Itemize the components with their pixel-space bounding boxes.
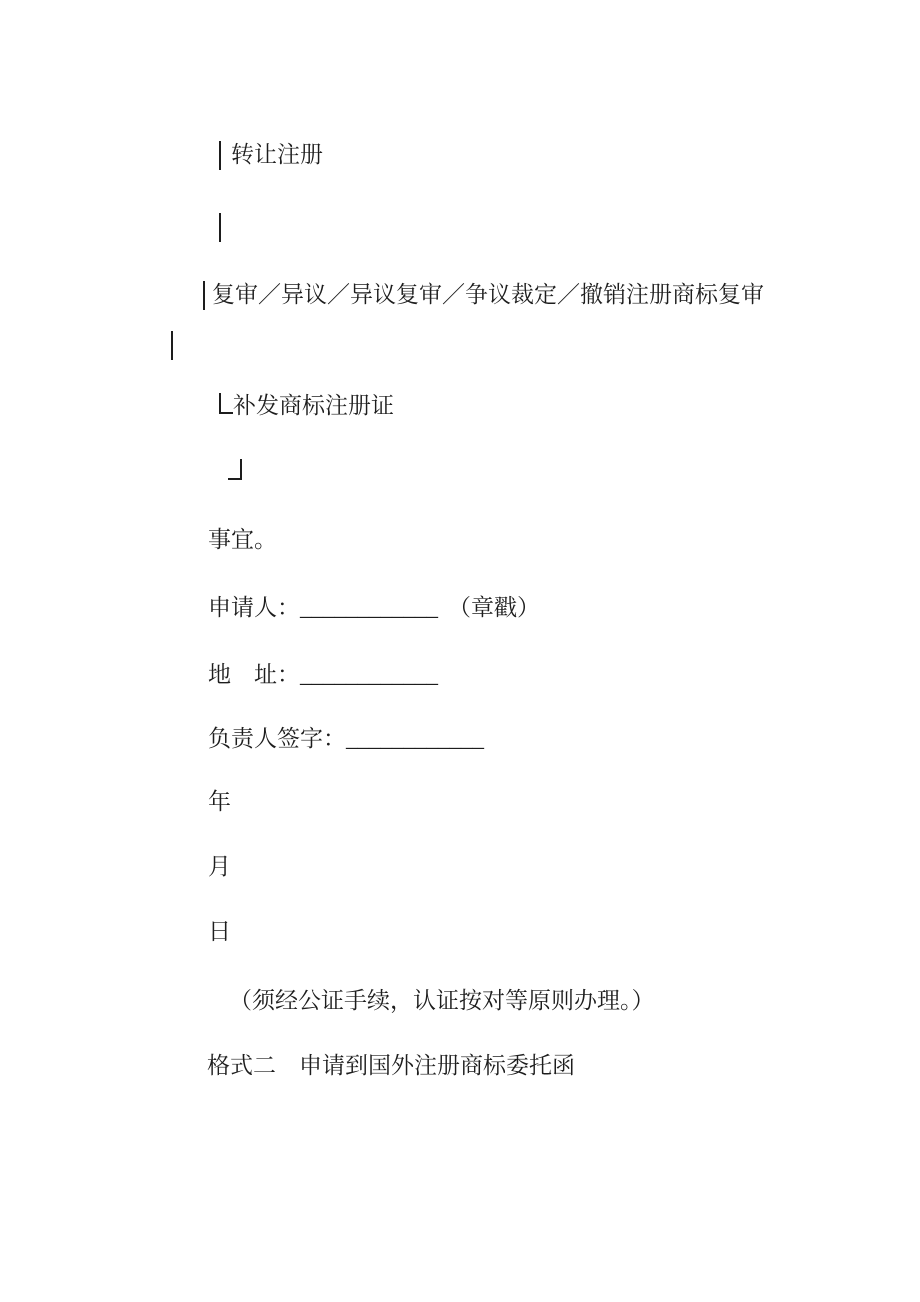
- closing-text: 事宜。: [208, 527, 277, 552]
- section-heading: [184, 1024, 575, 1108]
- notary-note-text: （须经公证手续，认证按对等原则办理。）: [229, 988, 655, 1013]
- field-label: 申请人：: [208, 595, 300, 620]
- tree-option-label: 转让注册: [231, 142, 323, 167]
- vertical-bar-icon: [219, 213, 221, 242]
- blank-underline: ____________: [346, 726, 484, 751]
- vertical-bar-icon: [171, 331, 173, 360]
- section-heading-text: 格式二 申请到国外注册商标委托函: [207, 1053, 575, 1078]
- month-label: 月: [208, 854, 231, 879]
- field-label: 负责人签字：: [208, 726, 346, 751]
- tree-option-label: 复审／异议／异议复审／争议裁定／撤销注册商标复审: [212, 282, 764, 307]
- vertical-bar-icon: [203, 281, 205, 310]
- tree-option-label: 补发商标注册证: [233, 393, 394, 418]
- tree-line-bar-left: [148, 303, 173, 388]
- blank-underline: ____________: [300, 595, 438, 620]
- corner-bottom-right-icon: [228, 459, 242, 480]
- year-label: 年: [208, 789, 231, 814]
- blank-underline: ____________: [300, 662, 438, 687]
- day-label: 日: [208, 919, 231, 944]
- corner-bottom-left-icon: [219, 393, 233, 414]
- vertical-bar-icon: [219, 141, 221, 170]
- tree-line-review-options: [180, 253, 764, 338]
- field-label: 地 址：: [208, 662, 300, 687]
- seal-note: （章戳）: [448, 595, 540, 620]
